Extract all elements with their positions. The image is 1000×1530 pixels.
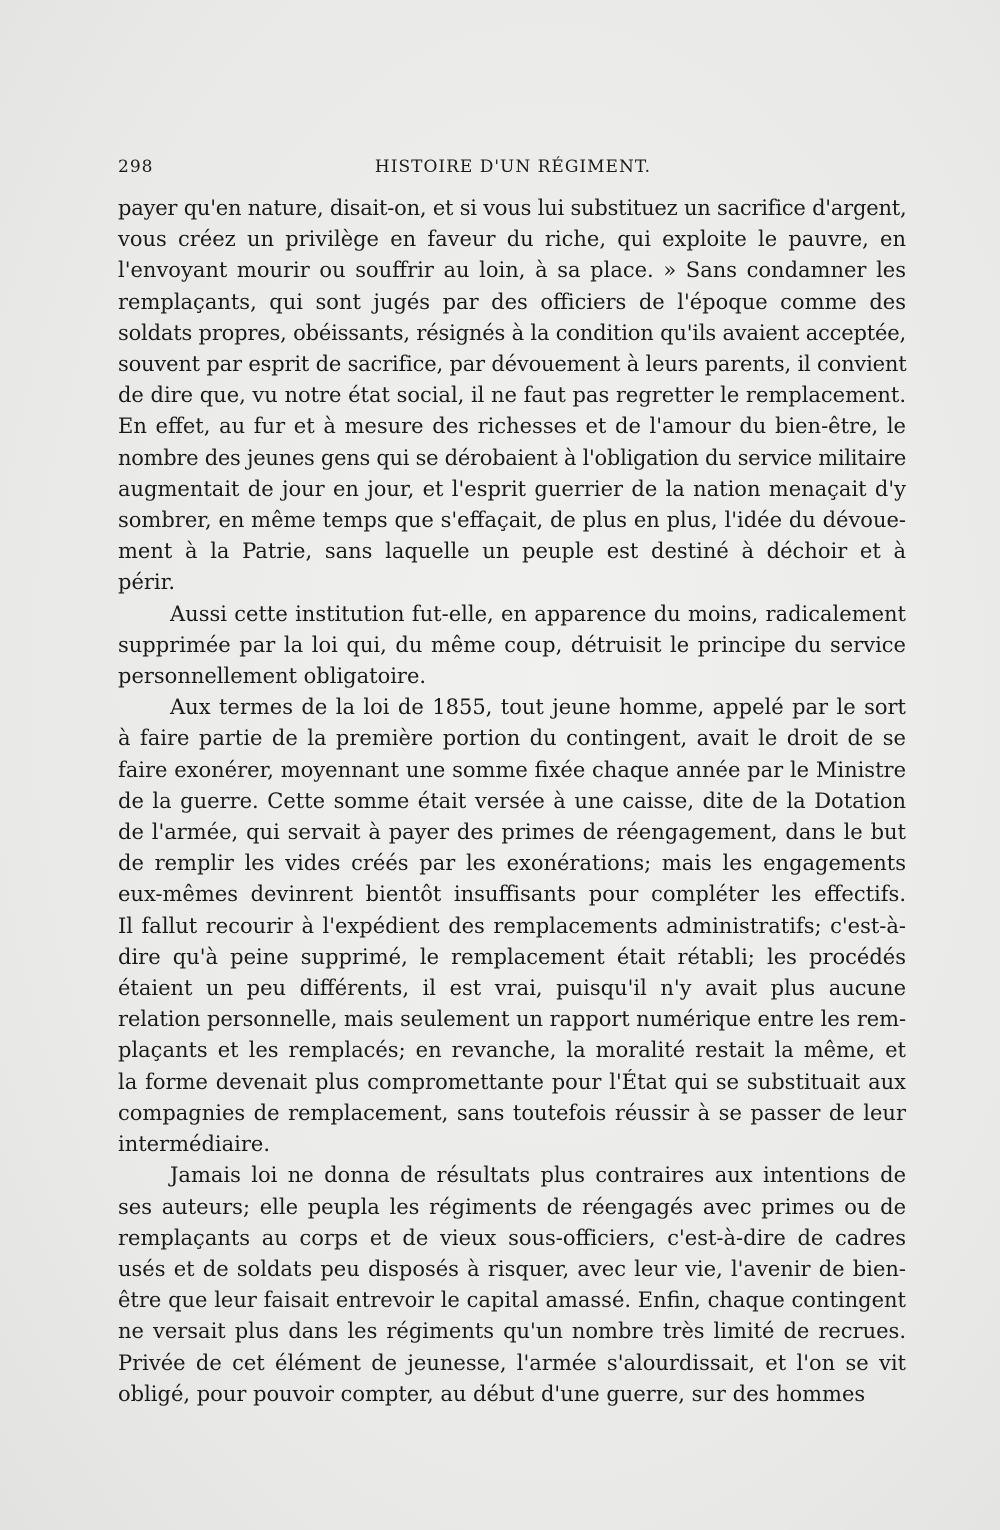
text-line: payer qu'en nature, disait-on, et si vous lui substituez un sacrifice d'argent, <box>118 196 907 220</box>
text-line: eux-mêmes devinrent bientôt insuffisants pour compléter les effectifs. <box>118 882 906 907</box>
page-header <box>118 157 908 181</box>
text-line: la forme devenait plus compromettante pour l'État qui se substituait aux <box>118 1069 906 1094</box>
body-text <box>118 193 906 1410</box>
paragraph <box>118 599 906 693</box>
text-line: étaient un peu différents, il est vrai, puisqu'il n'y avait plus aucune <box>118 976 906 1001</box>
text-line: relation personnelle, mais seulement un rapport numérique entre les rem- <box>118 1007 906 1032</box>
text-line: compagnies de remplacement, sans toutefois réussir à se passer de leur <box>118 1100 906 1125</box>
text-line: Privée de cet élément de jeunesse, l'armée s'alourdissait, et l'on se vit <box>118 1350 906 1375</box>
paragraph <box>118 193 906 599</box>
text-line: plaçants et les remplacés; en revanche, la moralité restait la même, et <box>118 1038 906 1063</box>
text-line: vous créez un privilège en faveur du riche, qui exploite le pauvre, en <box>118 227 906 252</box>
text-line: Il fallut recourir à l'expédient des remplacements administratifs; c'est-à- <box>118 913 906 938</box>
text-line: usés et de soldats peu disposés à risquer, avec leur vie, l'avenir de bien- <box>118 1256 906 1281</box>
text-line: de l'armée, qui servait à payer des primes de réengagement, dans le but <box>118 820 906 845</box>
text-line: remplaçants, qui sont jugés par des officiers de l'époque comme des <box>118 289 907 314</box>
text-line: obligé, pour pouvoir compter, au début d'une guerre, sur des hommes <box>118 1381 866 1406</box>
text-line: nombre des jeunes gens qui se dérobaient à l'obligation du service militaire <box>118 445 906 470</box>
text-line: faire exonérer, moyennant une somme fixée chaque année par le Ministre <box>118 757 906 782</box>
text-line: à faire partie de la première portion du contingent, avait le droit de se <box>118 726 906 751</box>
text-line: soldats propres, obéissants, résignés à la condition qu'ils avaient acceptée, <box>118 320 906 345</box>
paragraph <box>118 1160 906 1410</box>
running-title: HISTOIRE D'UN RÉGIMENT. <box>374 157 652 177</box>
text-line: de la guerre. Cette somme était versée à une caisse, dite de la Dotation <box>118 788 906 813</box>
text-line: ne versait plus dans les régiments qu'un nombre très limité de recrues. <box>118 1319 906 1344</box>
text-line: remplaçants au corps et de vieux sous-officiers, c'est-à-dire de cadres <box>118 1225 906 1250</box>
text-line: intermédiaire. <box>118 1132 271 1157</box>
text-line: ses auteurs; elle peupla les régiments de réengagés avec primes ou de <box>118 1194 906 1219</box>
text-line: personnellement obligatoire. <box>118 664 427 689</box>
text-line: sombrer, en même temps que s'effaçait, de plus en plus, l'idée du dévoue- <box>118 508 906 533</box>
text-line: Aussi cette institution fut-elle, en apparence du moins, radicalement <box>170 601 906 626</box>
text-line: Jamais loi ne donna de résultats plus contraires aux intentions de <box>170 1163 907 1188</box>
text-line: souvent par esprit de sacrifice, par dévouement à leurs parents, il convient <box>118 352 907 377</box>
text-line: périr. <box>118 570 176 595</box>
text-line: Aux termes de la loi de 1855, tout jeune homme, appelé par le sort <box>170 695 906 720</box>
paragraph <box>118 692 906 1160</box>
text-line: de remplir les vides créés par les exonérations; mais les engagements <box>118 851 906 876</box>
text-line: de dire que, vu notre état social, il ne faut pas regretter le remplacement. <box>118 383 907 408</box>
text-line: En effet, au fur et à mesure des richesses et de l'amour du bien-être, le <box>118 414 906 439</box>
text-line: ment à la Patrie, sans laquelle un peuple est destiné à déchoir et à <box>118 539 906 564</box>
text-line: être que leur faisait entrevoir le capital amassé. Enfin, chaque contingent <box>118 1288 906 1313</box>
text-line: l'envoyant mourir ou souffrir au loin, à sa place. » Sans condamner les <box>118 258 906 283</box>
text-line: supprimée par la loi qui, du même coup, détruisit le principe du service <box>118 632 906 657</box>
page-number: 298 <box>118 157 154 177</box>
text-line: augmentait de jour en jour, et l'esprit guerrier de la nation menaçait d'y <box>118 476 906 501</box>
text-line: dire qu'à peine supprimé, le remplacement était rétabli; les procédés <box>118 944 906 969</box>
